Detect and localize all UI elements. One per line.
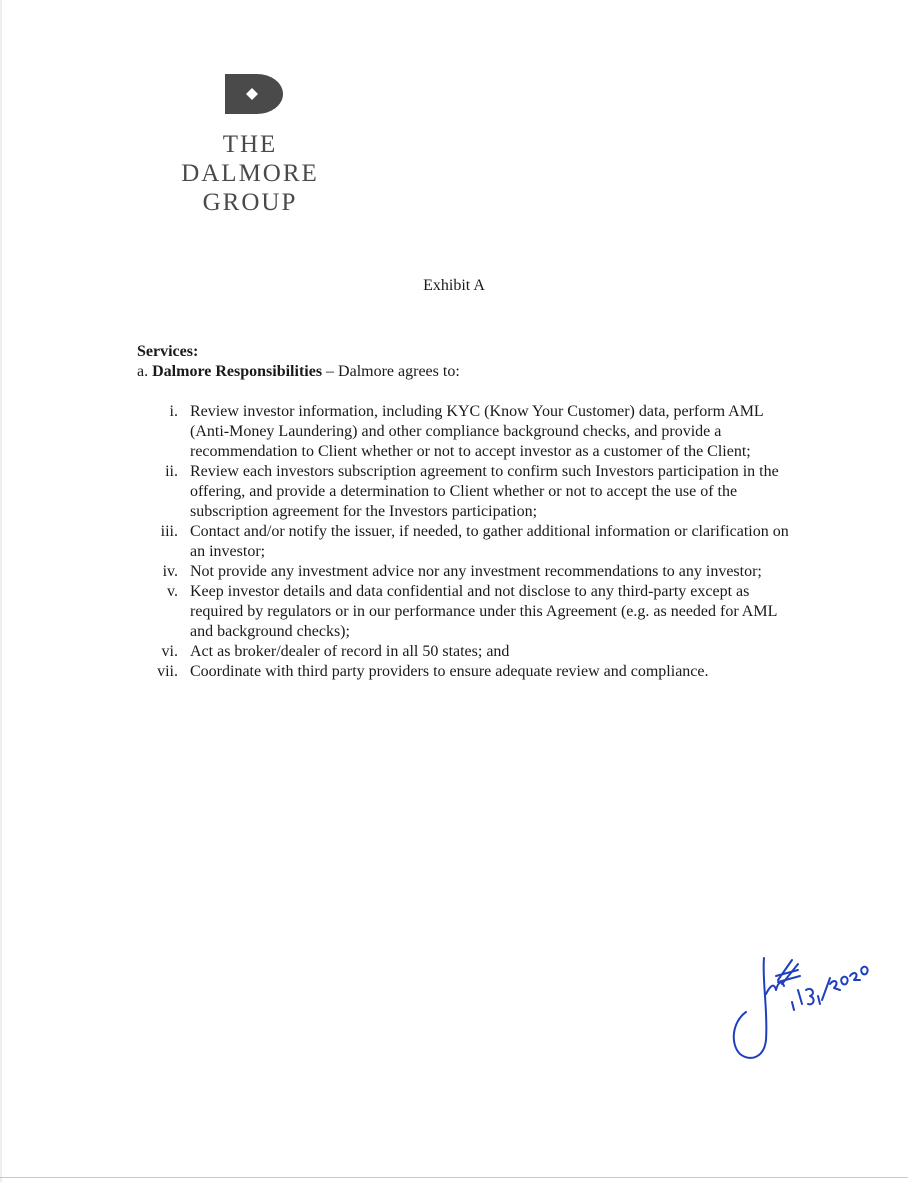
section-title: Services: [137,343,199,360]
subsection-letter: a. [137,363,149,380]
list-item-text: Keep investor details and data confidential and not disclose to any third-party except as required by regulators or in our performance under this Agreement (e.g. as needed for AML and background checks); [190,583,777,640]
scan-edge [0,0,2,1182]
list-item-numeral: iii. [160,523,178,540]
page-bottom-rule [0,1177,908,1178]
list-item-text: Review each investors subscription agreement to confirm such Investors participation in the offering, and provide a determination to Client whether or not to accept the use of the subscription agreement for the Investors participation; [190,463,779,520]
handwritten-initials-signature [728,950,878,1070]
list-item-text: Coordinate with third party providers to ensure adequate review and compliance. [190,663,709,680]
list-item-numeral: iv. [162,563,178,580]
logo-line-group: GROUP [202,189,298,216]
logo-line-dalmore: DALMORE [181,160,319,187]
list-item-text: Contact and/or notify the issuer, if needed, to gather additional information or clarification on an investor; [190,523,789,560]
subsection-title: Dalmore Responsibilities [152,363,323,380]
responsibilities-list [137,402,817,682]
list-item-numeral: vi. [161,643,178,660]
list-item-numeral: v. [167,583,178,600]
list-item-text: Act as broker/dealer of record in all 50 states; and [190,643,510,660]
list-item [137,562,817,582]
list-item-numeral: i. [169,403,178,420]
list-item [137,402,817,462]
list-item-text: Not provide any investment advice nor any investment recommendations to any investor; [190,563,762,580]
logo-d-mark-icon [225,74,285,114]
list-item-text: Review investor information, including KYC (Know Your Customer) data, perform AML (Anti-Money Laundering) and other compliance background checks, and provide a recommendation to Client whether or not to accept investor as a customer of the Client; [190,403,764,460]
subsection-rest: – Dalmore agrees to: [322,363,460,380]
list-item [137,462,817,522]
list-item [137,582,817,642]
list-item-numeral: ii. [165,463,178,480]
list-item-numeral: vii. [157,663,178,680]
subsection-heading [137,363,460,381]
logo-line-the: THE [222,131,278,158]
exhibit-title: Exhibit A [423,277,485,294]
list-item [137,662,817,682]
list-item [137,522,817,562]
list-item [137,642,817,662]
